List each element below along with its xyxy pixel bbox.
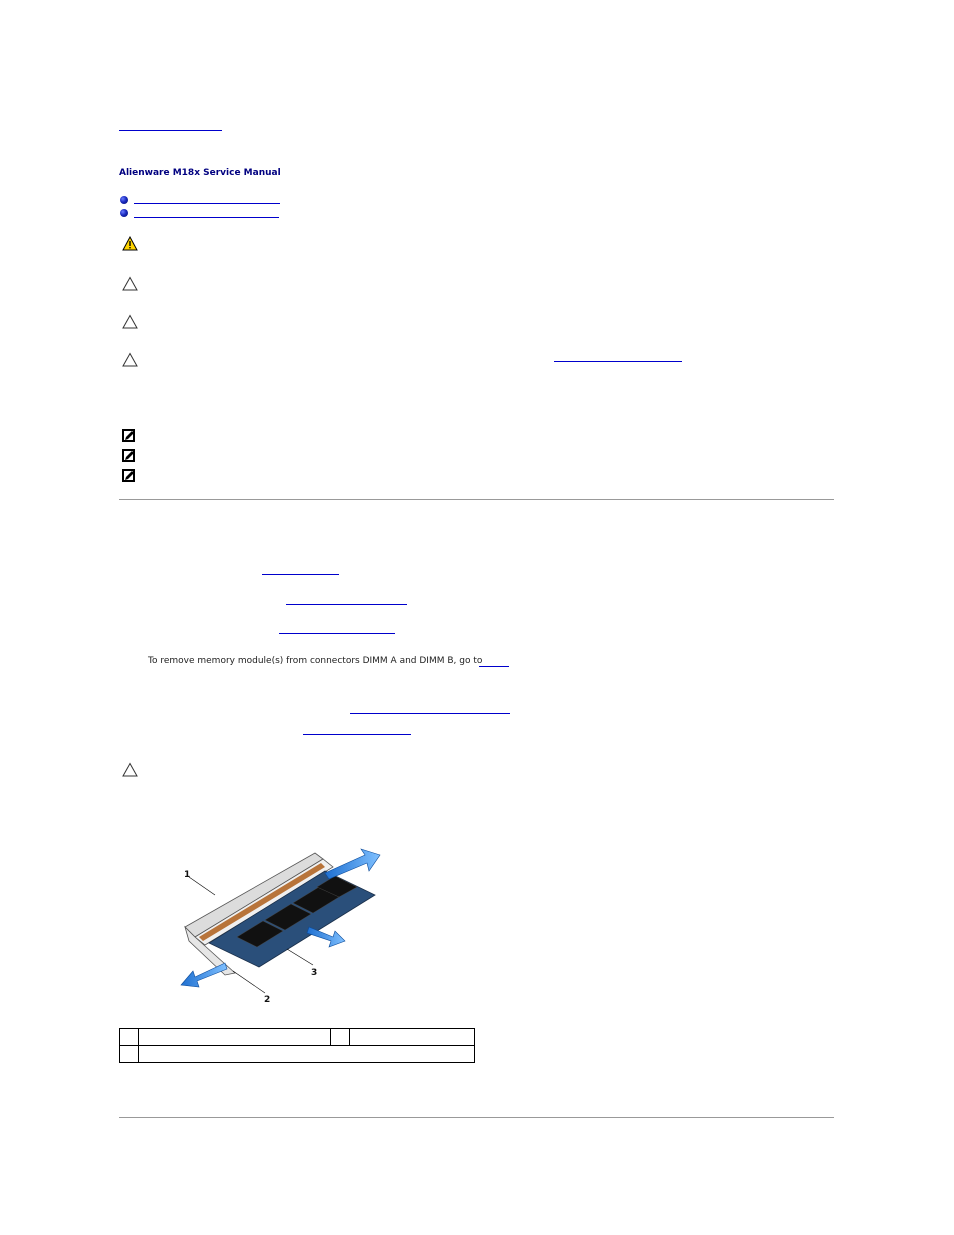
- table-row: [120, 1046, 475, 1063]
- legend-text: [350, 1029, 475, 1046]
- manual-title: Alienware M18x Service Manual: [119, 168, 281, 178]
- memory-module-illustration: [175, 845, 405, 1010]
- figure-legend-table: [119, 1028, 475, 1063]
- note-icon: [121, 428, 137, 444]
- legend-text: [139, 1046, 475, 1063]
- caution-icon: [122, 762, 138, 778]
- step-link-1[interactable]: [262, 574, 339, 575]
- callout-1: 1: [184, 870, 191, 880]
- section-divider: [119, 1117, 834, 1118]
- legend-number: [120, 1029, 139, 1046]
- section-link-replacing[interactable]: [134, 217, 279, 218]
- note-icon: [121, 468, 137, 484]
- table-row: [120, 1029, 475, 1046]
- remove-instruction-text: To remove memory module(s) from connectors DIMM A and DIMM B, go to: [148, 656, 483, 666]
- caution-icon: [122, 276, 138, 292]
- step-reference-link[interactable]: [479, 666, 509, 667]
- step-link-2[interactable]: [286, 604, 407, 605]
- caution-icon: [122, 314, 138, 330]
- step-link-4[interactable]: [350, 713, 510, 714]
- note-icon: [121, 448, 137, 464]
- callout-3: 3: [311, 968, 318, 978]
- callout-2: 2: [264, 995, 271, 1005]
- bullet-icon: [120, 209, 128, 217]
- legend-text: [139, 1029, 331, 1046]
- step-link-5[interactable]: [303, 734, 411, 735]
- caution-icon: [122, 352, 138, 368]
- section-divider: [119, 499, 834, 500]
- bullet-icon: [120, 196, 128, 204]
- section-link-removing[interactable]: [134, 203, 280, 204]
- safety-info-link[interactable]: [554, 361, 682, 362]
- back-to-contents-link[interactable]: [119, 130, 222, 131]
- step-link-3[interactable]: [279, 633, 395, 634]
- warning-icon: [122, 236, 138, 252]
- legend-number: [120, 1046, 139, 1063]
- legend-number: [331, 1029, 350, 1046]
